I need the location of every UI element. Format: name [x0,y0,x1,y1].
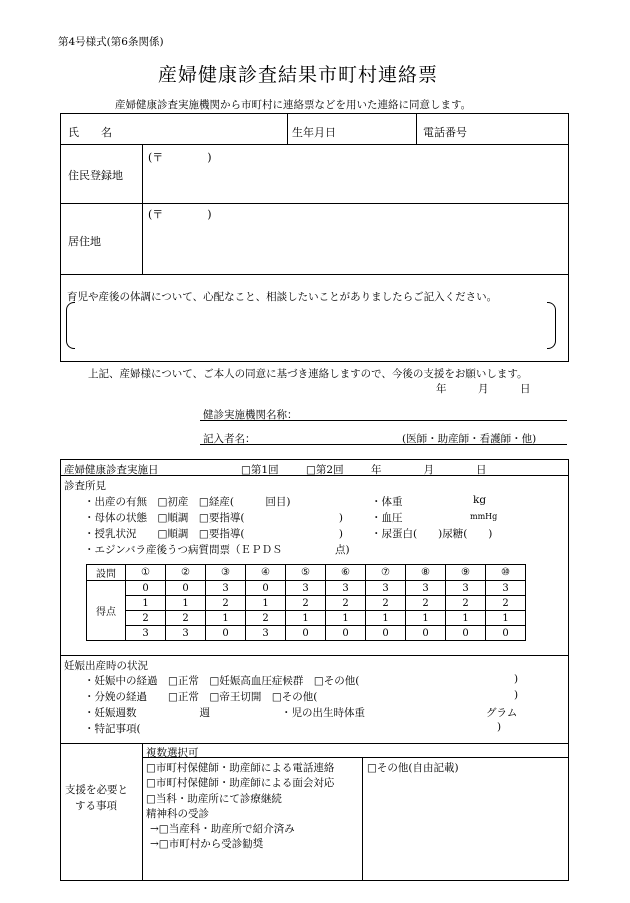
epds-score-cell: 2 [246,611,286,626]
epds-score-cell: 2 [326,596,366,611]
epds-score-cell: 1 [206,611,246,626]
epds-score-cell: 2 [486,596,526,611]
epds-score-cell: 0 [406,626,446,641]
epds-question-1: ① [126,565,166,581]
institution-label: 健診実施機関名称： [203,409,298,421]
birth-status: ・出産の有無 □初産 □経産( 回目) [84,496,291,508]
epds-score-table [86,564,526,641]
epds-score-cell: 1 [486,611,526,626]
bracket-left [66,302,75,349]
findings-label: 診査所見 [64,480,106,492]
epds-score-cell: 1 [166,596,206,611]
epds-score-cell: 3 [246,626,286,641]
epds-score-cell: 0 [486,626,526,641]
support-option-4: 精神科の受診 [146,808,209,820]
epds-score-cell: 2 [126,611,166,626]
urine-test: ・尿蛋白( )尿糖( ) [371,528,493,540]
delivery-course: ・分娩の経過 □正常 □帝王切開 □その他( [84,691,318,703]
gestation-weeks: ・妊娠週数 週 [84,707,210,719]
page-title: 産婦健康診査結果市町村連絡票 [158,64,439,86]
epds-question-4: ④ [246,565,286,581]
epds-score-cell: 3 [286,581,326,596]
consent-text: 産婦健康診査実施機関から市町村に連絡票などを用いた連絡に同意します。 [115,99,472,111]
birth-weight-label: ・児の出生時体重 [281,707,365,719]
support-option-5: →□当産科・助産所で紹介済み [150,823,295,835]
support-other: □その他(自由記載) [367,762,459,774]
epds-score-cell: 1 [126,596,166,611]
bp-label: ・血圧 [371,512,403,524]
epds-score-label: 得点 [87,581,126,641]
pregnancy-label: 妊娠出産時の状況 [64,660,148,672]
support-option-0: 複数選択可 [146,747,199,759]
epds-question-2: ② [166,565,206,581]
exam-date: 年 月 日 [371,464,487,476]
epds-score-cell: 3 [406,581,446,596]
epds-score-cell: 2 [406,596,446,611]
epds-score-cell: 0 [286,626,326,641]
pregnancy-course-close: ) [514,673,519,685]
epds-question-9: ⑨ [446,565,486,581]
exam-date-label: 産婦健康診査実施日 [64,464,159,476]
epds-question-8: ⑧ [406,565,446,581]
phone-label: 電話番号 [423,126,467,139]
bracket-right [547,302,556,349]
breastfeeding-status: ・授乳状況 □順調 □要指導( ) [84,528,344,540]
support-option-1: □市町村保健師・助産師による電話連絡 [146,762,335,774]
request-date: 年 月 日 [436,383,531,395]
epds-score-cell: 3 [366,581,406,596]
dob-label: 生年月日 [292,126,336,139]
support-label-2: する事項 [75,800,117,812]
epds-score-cell: 2 [166,611,206,626]
gram-unit: グラム [486,707,518,719]
epds-score-cell: 3 [446,581,486,596]
epds-score-cell: 3 [126,626,166,641]
epds-score-cell: 1 [366,611,406,626]
recorder-roles: (医師・助産師・看護師・他) [402,433,537,445]
concern-prompt: 育児や産後の体調について、心配なこと、相談したいことがありましたらご記入ください。 [67,291,498,303]
weight-label: ・体重 [371,496,403,508]
delivery-course-close: ) [514,689,519,701]
epds-question-10: ⑩ [486,565,526,581]
epds-score-cell: 2 [206,596,246,611]
epds-score-cell: 0 [166,581,206,596]
epds-score-cell: 1 [286,611,326,626]
epds-header-label: 設問 [87,565,126,581]
residence-label: 居住地 [68,235,101,248]
support-label-1: 支援を必要と [65,784,128,796]
pregnancy-course: ・妊娠中の経過 □正常 □妊娠高血圧症候群 □その他( [84,675,360,687]
special-notes-close: ) [497,721,502,733]
special-notes: ・特記事項( [84,723,141,735]
epds-question-5: ⑤ [286,565,326,581]
epds-score-cell: 1 [446,611,486,626]
epds-question-3: ③ [206,565,246,581]
epds-score-cell: 2 [446,596,486,611]
postal-code-residence: (〒 ) [148,208,212,221]
bp-unit: mmHg [470,512,498,521]
epds-question-6: ⑥ [326,565,366,581]
request-text: 上記、産婦様について、ご本人の同意に基づき連絡しますので、今後の支援をお願いします。 [88,368,528,380]
epds-score-cell: 0 [326,626,366,641]
epds-score-cell: 0 [206,626,246,641]
registered-address-label: 住民登録地 [68,169,123,182]
recorder-label: 記入者名： [203,433,256,445]
epds-score-cell: 3 [166,626,206,641]
epds-score-cell: 3 [206,581,246,596]
epds-score-cell: 0 [126,581,166,596]
weight-unit: kg [473,494,487,506]
epds-score-cell: 1 [406,611,446,626]
postal-code-registered: (〒 ) [148,151,212,164]
epds-score-cell: 3 [326,581,366,596]
epds-score-cell: 1 [246,596,286,611]
support-option-6: →□市町村から受診勧奨 [150,838,264,850]
support-option-3: □当科・助産所にて診療継続 [146,793,282,805]
epds-line: ・エジンバラ産後うつ病質問票（ＥＰＤＳ 点) [84,544,350,556]
form-number: 第4号様式(第6条関係) [58,36,164,48]
epds-score-cell: 2 [286,596,326,611]
epds-score-cell: 2 [366,596,406,611]
mother-status: ・母体の状態 □順調 □要指導( ) [84,512,344,524]
name-label: 氏 名 [68,126,112,139]
support-option-2: □市町村保健師・助産師による面会対応 [146,777,335,789]
epds-score-cell: 3 [486,581,526,596]
epds-score-cell: 0 [446,626,486,641]
exam-round-2: □第2回 [306,464,344,476]
epds-question-7: ⑦ [366,565,406,581]
contact-info-box [60,113,569,362]
epds-score-cell: 0 [246,581,286,596]
epds-score-cell: 1 [326,611,366,626]
exam-round-1: □第1回 [241,464,279,476]
epds-score-cell: 0 [366,626,406,641]
